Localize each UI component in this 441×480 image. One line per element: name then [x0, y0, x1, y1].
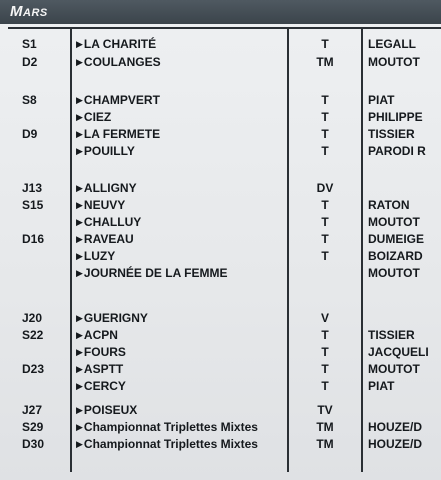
row-venue-label: POUILLY — [83, 144, 135, 158]
row-day: S8 — [22, 93, 37, 107]
row-type: T — [321, 362, 329, 376]
row-type: T — [321, 215, 329, 229]
row-venue-label: CIEZ — [83, 110, 112, 124]
row-type: T — [321, 232, 329, 246]
table-row — [0, 265, 441, 282]
row-venue-label: Championnat Triplettes Mixtes — [83, 420, 258, 434]
row-organizer: RATON — [368, 198, 410, 212]
row-venue — [76, 311, 148, 325]
row-venue-label: Championnat Triplettes Mixtes — [83, 437, 258, 451]
row-day: S15 — [22, 198, 44, 212]
row-day: D16 — [22, 232, 45, 246]
table-row — [0, 344, 441, 361]
row-venue — [76, 362, 123, 376]
row-venue-label: POISEUX — [83, 403, 138, 417]
row-venue — [76, 232, 134, 246]
table-row — [0, 109, 441, 126]
row-type: T — [321, 127, 329, 141]
table-row — [0, 143, 441, 160]
triangle-bullet-icon: ▶ — [76, 439, 83, 449]
triangle-bullet-icon: ▶ — [76, 95, 83, 105]
table-row — [0, 214, 441, 231]
row-day: J13 — [22, 181, 43, 195]
triangle-bullet-icon: ▶ — [76, 364, 83, 374]
triangle-bullet-icon: ▶ — [76, 200, 83, 210]
row-venue-label: CHAMPVERT — [83, 93, 160, 107]
triangle-bullet-icon: ▶ — [76, 146, 83, 156]
row-venue-label: RAVEAU — [83, 232, 134, 246]
row-venue-label: COULANGES — [83, 55, 161, 69]
row-venue — [76, 379, 126, 393]
table-row — [0, 126, 441, 143]
table-row — [0, 378, 441, 395]
row-organizer: TISSIER — [368, 328, 415, 342]
row-type: T — [321, 93, 329, 107]
row-day: S29 — [22, 420, 44, 434]
row-organizer: PARODI R — [368, 144, 426, 158]
row-day: D30 — [22, 437, 45, 451]
row-organizer: MOUTOT — [368, 266, 420, 280]
row-venue — [76, 266, 228, 280]
row-venue — [76, 328, 118, 342]
row-type: TM — [316, 55, 334, 69]
row-day: D2 — [22, 55, 38, 69]
row-organizer: HOUZE/D — [368, 437, 422, 451]
row-organizer: PHILIPPE — [368, 110, 423, 124]
triangle-bullet-icon: ▶ — [76, 57, 83, 67]
triangle-bullet-icon: ▶ — [76, 39, 83, 49]
row-venue-label: JOURNÉE DE LA FEMME — [83, 266, 228, 280]
row-organizer: DUMEIGE — [368, 232, 425, 246]
row-type: TM — [316, 437, 334, 451]
row-venue — [76, 110, 111, 124]
row-venue-label: ASPTT — [83, 362, 124, 376]
row-type: V — [320, 311, 329, 325]
table-row — [0, 436, 441, 453]
row-venue — [76, 403, 137, 417]
row-type: T — [321, 110, 329, 124]
row-venue — [76, 93, 160, 107]
row-organizer: PIAT — [368, 93, 395, 107]
row-type: TV — [317, 403, 333, 417]
table-row — [0, 36, 441, 53]
row-day: S22 — [22, 328, 44, 342]
table-row — [0, 402, 441, 419]
row-organizer: MOUTOT — [368, 55, 420, 69]
row-venue — [76, 55, 161, 69]
header-rule — [8, 27, 441, 29]
row-venue — [76, 437, 258, 451]
triangle-bullet-icon: ▶ — [76, 183, 83, 193]
row-venue — [76, 127, 160, 141]
row-organizer: PIAT — [368, 379, 395, 393]
triangle-bullet-icon: ▶ — [76, 422, 83, 432]
row-venue — [76, 181, 137, 195]
table-row — [0, 310, 441, 327]
row-venue — [76, 249, 115, 263]
row-day: J20 — [22, 311, 43, 325]
row-day: D9 — [22, 127, 38, 141]
row-venue — [76, 345, 126, 359]
row-type: T — [321, 37, 329, 51]
row-venue-label: CERCY — [83, 379, 126, 393]
row-venue-label: ACPN — [83, 328, 118, 342]
table-row — [0, 419, 441, 436]
row-day: S1 — [22, 37, 37, 51]
row-venue-label: LA CHARITÉ — [83, 37, 157, 51]
triangle-bullet-icon: ▶ — [76, 129, 83, 139]
row-type: T — [321, 345, 329, 359]
triangle-bullet-icon: ▶ — [76, 112, 83, 122]
row-type: TM — [316, 420, 334, 434]
row-type: T — [321, 144, 329, 158]
triangle-bullet-icon: ▶ — [76, 330, 83, 340]
row-type: T — [321, 249, 329, 263]
triangle-bullet-icon: ▶ — [76, 313, 83, 323]
row-venue — [76, 420, 258, 434]
row-venue-label: FOURS — [83, 345, 126, 359]
row-organizer: MOUTOT — [368, 362, 420, 376]
month-title: Mars — [10, 3, 48, 20]
table-row — [0, 54, 441, 71]
triangle-bullet-icon: ▶ — [76, 405, 83, 415]
row-venue — [76, 198, 125, 212]
row-venue-label: CHALLUY — [83, 215, 142, 229]
triangle-bullet-icon: ▶ — [76, 234, 83, 244]
triangle-bullet-icon: ▶ — [76, 381, 83, 391]
triangle-bullet-icon: ▶ — [76, 347, 83, 357]
triangle-bullet-icon: ▶ — [76, 217, 83, 227]
row-organizer: HOUZE/D — [368, 420, 422, 434]
row-venue — [76, 215, 141, 229]
row-organizer: JACQUELI — [368, 345, 429, 359]
table-row — [0, 361, 441, 378]
row-organizer: BOIZARD — [368, 249, 423, 263]
row-organizer: LEGALL — [368, 37, 416, 51]
table-row — [0, 248, 441, 265]
row-venue-label: GUERIGNY — [83, 311, 148, 325]
row-day: D23 — [22, 362, 45, 376]
table-row — [0, 197, 441, 214]
row-venue-label: ALLIGNY — [83, 181, 137, 195]
month-header-band — [0, 0, 441, 24]
table-row — [0, 231, 441, 248]
row-type: DV — [316, 181, 334, 195]
row-type: T — [321, 379, 329, 393]
row-organizer: MOUTOT — [368, 215, 420, 229]
table-row — [0, 180, 441, 197]
row-venue-label: LUZY — [83, 249, 116, 263]
row-type: T — [321, 328, 329, 342]
row-venue — [76, 144, 135, 158]
table-row — [0, 327, 441, 344]
table-row — [0, 92, 441, 109]
row-organizer: TISSIER — [368, 127, 415, 141]
row-venue-label: NEUVY — [83, 198, 126, 212]
row-day: J27 — [22, 403, 43, 417]
row-venue — [76, 37, 156, 51]
row-type: T — [321, 198, 329, 212]
row-venue-label: LA FERMETE — [83, 127, 161, 141]
triangle-bullet-icon: ▶ — [76, 251, 83, 261]
triangle-bullet-icon: ▶ — [76, 268, 83, 278]
